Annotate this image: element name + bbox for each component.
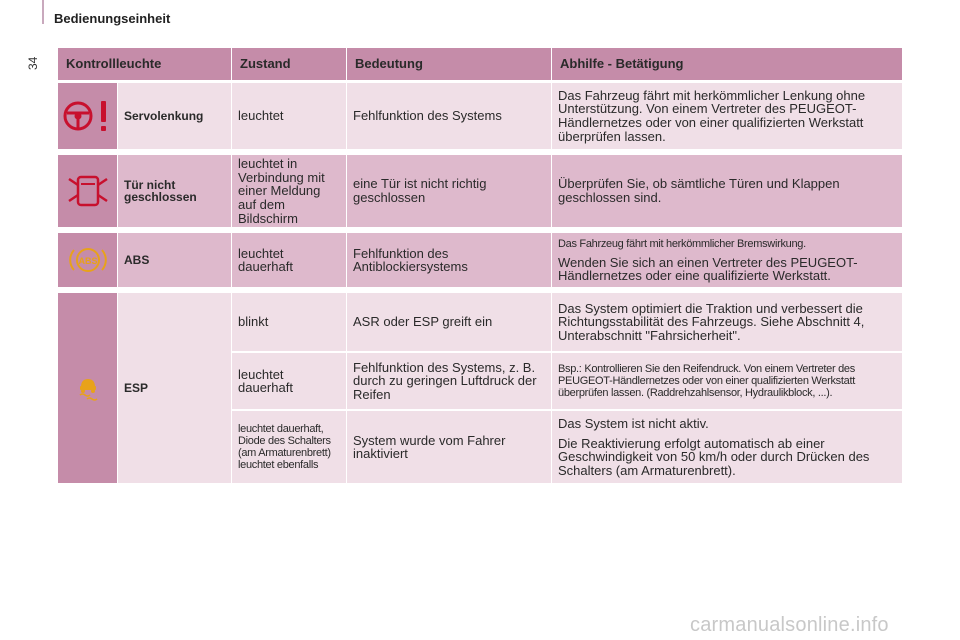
table-row-esp-blinkt — [58, 293, 903, 353]
meaning-cell: Fehlfunktion des Systems — [347, 83, 552, 155]
svg-text:ABS: ABS — [77, 256, 98, 267]
state-cell: leuchtet — [232, 83, 347, 155]
warning-lights-table — [58, 48, 903, 485]
table-row-servolenkung — [58, 83, 903, 155]
light-name: Servolenkung — [118, 83, 232, 155]
light-name: Tür nicht geschlossen — [118, 155, 232, 233]
state-cell: leuchtet dauerhaft, Diode des Schalters (am Armaturenbrett) leuchtet ebenfalls — [232, 411, 347, 485]
header-bedeutung: Bedeutung — [347, 48, 552, 83]
state-cell: leuchtet in Verbindung mit einer Meldung auf dem Bildschirm — [232, 155, 347, 233]
section-title: Bedienungseinheit — [54, 11, 171, 26]
table-row-tuer — [58, 155, 903, 233]
meaning-cell: ASR oder ESP greift ein — [347, 293, 552, 353]
state-cell: blinkt — [232, 293, 347, 353]
power-steering-warning-icon — [58, 96, 117, 136]
meaning-cell: eine Tür ist nicht richtig geschlossen — [347, 155, 552, 233]
door-open-icon — [58, 173, 117, 209]
icon-cell — [58, 155, 118, 233]
action-paragraph: Das Fahrzeug fährt mit herkömmlicher Bremswirkung. — [558, 237, 806, 250]
state-cell: leuchtet dauerhaft — [232, 233, 347, 293]
action-cell — [552, 411, 903, 485]
state-cell: leuchtet dauerhaft — [232, 353, 347, 411]
page-number: 34 — [26, 56, 40, 70]
abs-icon — [58, 243, 117, 277]
icon-cell — [58, 83, 118, 155]
header-zustand: Zustand — [232, 48, 347, 83]
table-header-row — [58, 48, 903, 83]
icon-cell — [58, 233, 118, 293]
header-kontrollleuchte: Kontrollleuchte — [58, 48, 232, 83]
icon-cell — [58, 293, 118, 485]
action-cell: Das System optimiert die Traktion und verbessert die Richtungsstabilität des Fahrzeugs. Siehe Abschnitt 4, Unterabschnitt "Fahrsicherheit". — [552, 293, 903, 353]
action-cell: Bsp.: Kontrollieren Sie den Reifendruck. Von einem Vertreter des PEUGEOT-Händlernetzes oder von einer qualifizierten Werkstatt überprüfen lassen. (Raddrehzahlsensor, Hydraulikblock, ...). — [552, 353, 903, 411]
esp-icon — [58, 373, 117, 403]
watermark: carmanualsonline.info — [690, 614, 889, 636]
light-name: ESP — [118, 293, 232, 485]
action-cell — [552, 233, 903, 293]
action-cell: Das Fahrzeug fährt mit herkömmlicher Lenkung ohne Unterstützung. Von einem Vertreter des PEUGEOT-Händlernetzes oder von einer qualifizierten Werkstatt überprüfen lassen. — [552, 83, 903, 155]
side-accent-bar — [42, 0, 44, 24]
table-row-abs — [58, 233, 903, 293]
header-abhilfe: Abhilfe - Betätigung — [552, 48, 903, 83]
light-name: ABS — [118, 233, 232, 293]
meaning-cell: Fehlfunktion des Systems, z. B. durch zu geringen Luftdruck der Reifen — [347, 353, 552, 411]
action-paragraph: Das System ist nicht aktiv. — [558, 415, 709, 431]
meaning-cell: Fehlfunktion des Antiblockiersystems — [347, 233, 552, 293]
action-paragraph: Die Reaktivierung erfolgt automatisch ab einer Geschwindigkeit von 50 km/h oder durch Drücken des Schalters (am Armaturenbrett). — [558, 435, 870, 478]
action-cell: Überprüfen Sie, ob sämtliche Türen und Klappen geschlossen sind. — [552, 155, 903, 233]
meaning-cell: System wurde vom Fahrer inaktiviert — [347, 411, 552, 485]
action-paragraph: Wenden Sie sich an einen Vertreter des PEUGEOT-Händlernetzes oder eine qualifizierte Werkstatt. — [558, 254, 858, 284]
